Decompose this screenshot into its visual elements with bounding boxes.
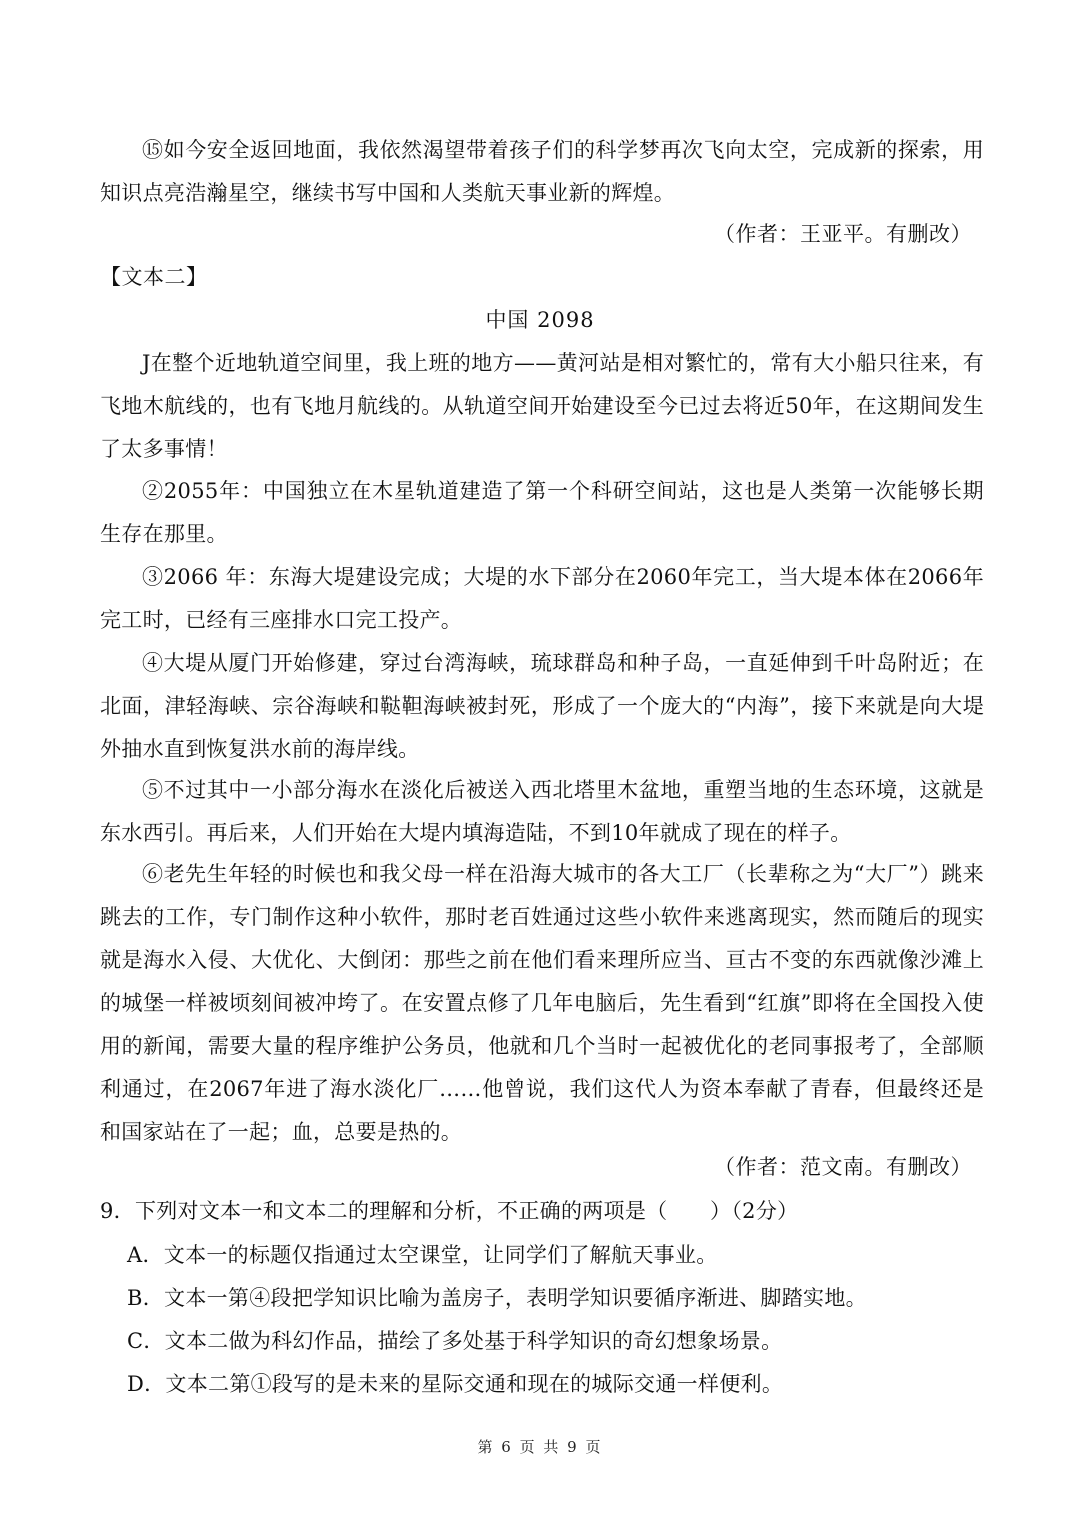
page-number-footer: 第 6 页 共 9 页 [477,1438,603,1456]
text-two-title: 中国 2098 [485,308,595,332]
text-one-author-credit: （作者：王亚平。有删改） [714,222,972,246]
text-two-paragraph-4: ④大堤从厦门开始修建，穿过台湾海峡，琉球群岛和种子岛，一直延伸到千叶岛附近；在北面，津轻海峡、宗谷海峡和鞑靼海峡被封死，形成了一个庞大的“内海”，接下来就是向大堤外抽水直到恢复洪水前的海岸线。 [100,651,984,761]
text-two-paragraph-5: ⑤不过其中一小部分海水在淡化后被送入西北塔里木盆地，重塑当地的生态环境，这就是东水西引。再后来，人们开始在大堤内填海造陆，不到10年就成了现在的样子。 [100,778,984,845]
text-two-author-credit: （作者：范文南。有删改） [714,1155,972,1179]
text-two-section-label: 【文本二】 [100,265,208,289]
text-two-paragraph-2: ②2055年：中国独立在木星轨道建造了第一个科研空间站，这也是人类第一次能够长期生存在那里。 [100,479,984,546]
text-two-paragraph-1: J在整个近地轨道空间里，我上班的地方——黄河站是相对繁忙的，常有大小船只往来，有飞地木航线的，也有飞地月航线的。从轨道空间开始建设至今已过去将近50年，在这期间发生了太多事情！ [100,351,984,461]
text-two-paragraph-3: ③2066 年：东海大堤建设完成；大堤的水下部分在2060年完工，当大堤本体在2066年完工时，已经有三座排水口完工投产。 [100,565,984,632]
text-one-paragraph-15: ⑮如今安全返回地面，我依然渴望带着孩子们的科学梦再次飞向太空，完成新的探索，用知识点亮浩瀚星空，继续书写中国和人类航天事业新的辉煌。 [100,138,984,205]
question-9-option-b: B．文本一第④段把学知识比喻为盖房子，表明学知识要循序渐进、脚踏实地。 [127,1286,867,1310]
question-9-option-c: C．文本二做为科幻作品，描绘了多处基于科学知识的奇幻想象场景。 [127,1329,783,1353]
question-9-option-a: A．文本一的标题仅指通过太空课堂，让同学们了解航天事业。 [127,1243,718,1267]
question-9-stem: 9．下列对文本一和文本二的理解和分析，不正确的两项是（ ）（2分） [100,1199,799,1223]
text-two-paragraph-6: ⑥老先生年轻的时候也和我父母一样在沿海大城市的各大工厂（长辈称之为“大厂”）跳来跳去的工作，专门制作这种小软件，那时老百姓通过这些小软件来逃离现实，然而随后的现实就是海水入侵、大优化、大倒闭：那些之前在他们看来理所应当、亘古不变的东西就像沙滩上的城堡一样被顷刻间被冲垮了。在安置点修了几年电脑后，先生看到“红旗”即将在全国投入使用的新闻，需要大量的程序维护公务员，他就和几个当时一起被优化的老同事报考了，全部顺利通过，在2067年进了海水淡化厂……他曾说，我们这代人为资本奉献了青春，但最终还是和国家站在了一起；血，总要是热的。 [100,862,984,1144]
question-9-option-d: D．文本二第①段写的是未来的星际交通和现在的城际交通一样便利。 [127,1372,784,1396]
